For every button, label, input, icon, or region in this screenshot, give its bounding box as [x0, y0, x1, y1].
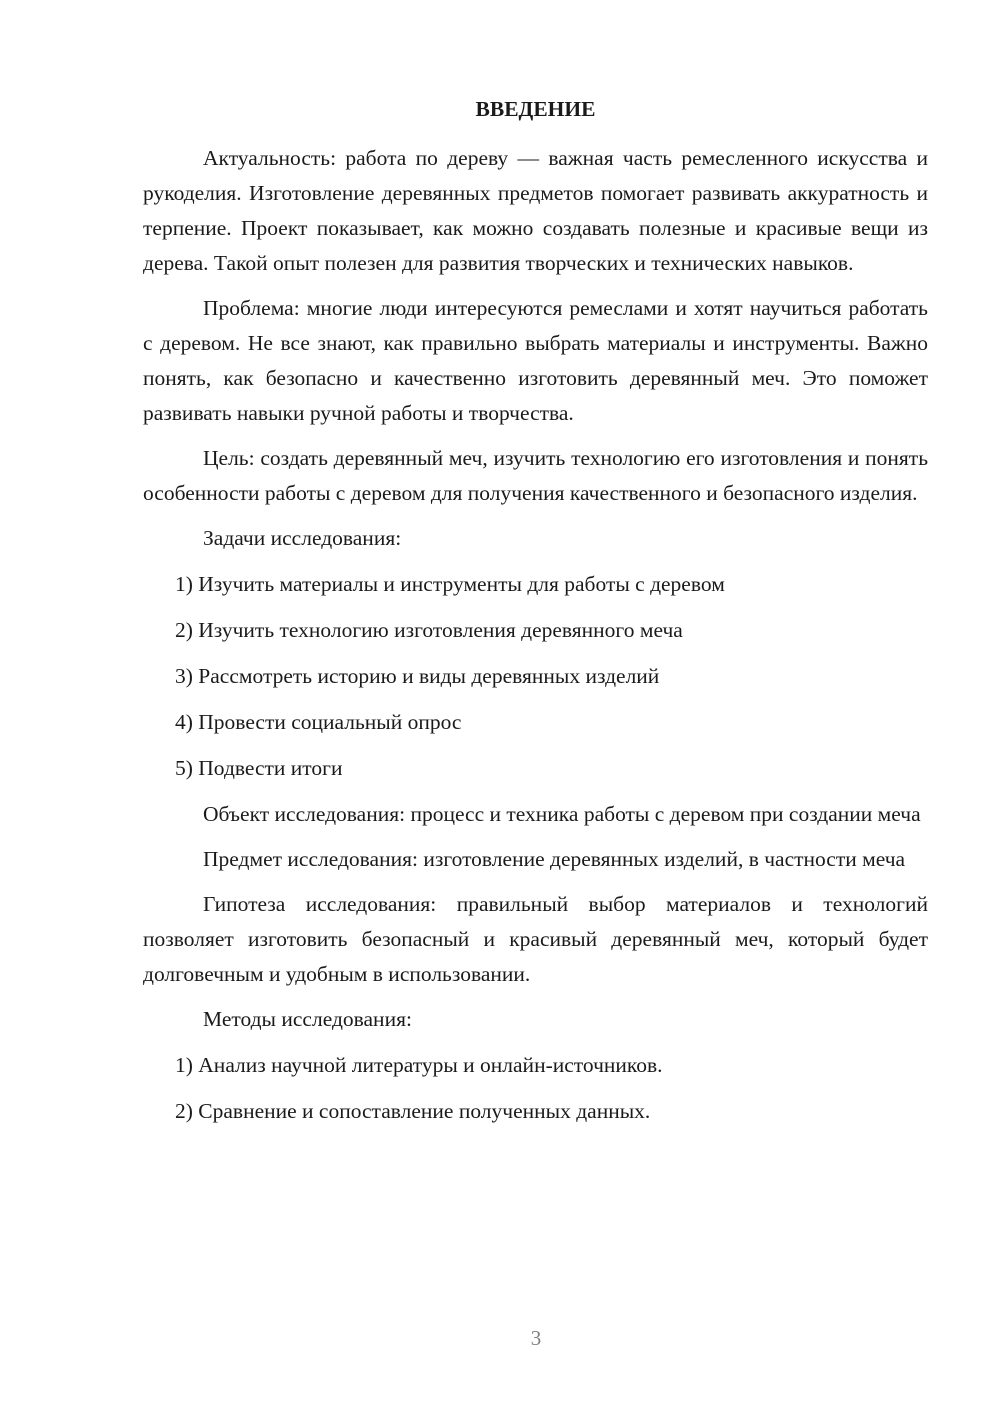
- object-paragraph: Объект исследования: процесс и техника работы с деревом при создании меча: [203, 802, 921, 826]
- page-number: 3: [530, 1326, 542, 1350]
- section-title: ВВЕДЕНИЕ: [475, 97, 596, 121]
- document-page: [143, 92, 928, 1140]
- method-item: 2) Сравнение и сопоставление полученных данных.: [175, 1099, 651, 1123]
- subject-paragraph: Предмет исследования: изготовление деревянных изделий, в частности меча: [203, 847, 906, 871]
- tasks-heading: Задачи исследования:: [203, 526, 402, 550]
- task-item: 3) Рассмотреть историю и виды деревянных изделий: [175, 664, 660, 688]
- relevance-paragraph: Актуальность: работа по дереву — важная часть ремесленного искусства и рукоделия. Изготовление деревянных предметов помогает развивать аккуратность и терпение. Проект показывает, как можно создавать полезные и красивые вещи из дерева. Такой опыт полезен для развития творческих и технических навыков.: [143, 146, 928, 275]
- method-item: 1) Анализ научной литературы и онлайн-источников.: [175, 1053, 663, 1077]
- goal-paragraph: Цель: создать деревянный меч, изучить технологию его изготовления и понять особенности работы с деревом для получения качественного и безопасного изделия.: [143, 446, 928, 505]
- task-item: 5) Подвести итоги: [175, 756, 343, 780]
- problem-paragraph: Проблема: многие люди интересуются ремеслами и хотят научиться работать с деревом. Не все знают, как правильно выбрать материалы и инструменты. Важно понять, как безопасно и качественно изготовить деревянный меч. Это поможет развивать навыки ручной работы и творчества.: [143, 296, 928, 425]
- task-item: 4) Провести социальный опрос: [175, 710, 462, 734]
- methods-heading: Методы исследования:: [203, 1007, 412, 1031]
- methods-list: [143, 1048, 928, 1129]
- task-item: 1) Изучить материалы и инструменты для работы с деревом: [175, 572, 725, 596]
- task-item: 2) Изучить технологию изготовления деревянного меча: [175, 618, 683, 642]
- tasks-list: [143, 567, 928, 786]
- hypothesis-paragraph: Гипотеза исследования: правильный выбор материалов и технологий позволяет изготовить безопасный и красивый деревянный меч, который будет долговечным и удобным в использовании.: [143, 892, 928, 986]
